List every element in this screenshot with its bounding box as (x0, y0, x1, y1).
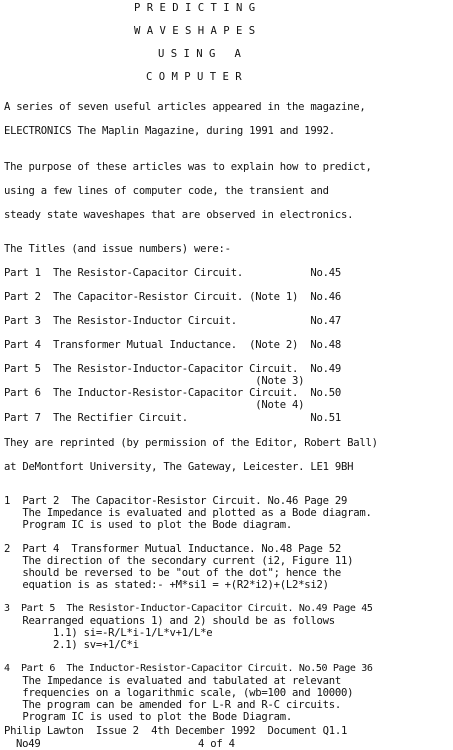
note-3-line-1: 3 Part 5 The Resistor-Inductor-Capacitor Circuit. No.49 Page 45 (4, 603, 373, 614)
purpose-line-2: using a few lines of computer code, the transient and (4, 185, 329, 197)
note-3-line-3: 1.1) si=-R/L*i-1/L*v+1/L*e (4, 627, 213, 639)
title-line-1: P R E D I C T I N G (134, 2, 256, 14)
part-6: Part 6 The Inductor-Resistor-Capacitor Circuit. No.50 (4, 387, 342, 399)
note-2-line-3: should be reversed to be "out of the dot"; hence the (4, 567, 342, 579)
intro-line-2: ELECTRONICS The Maplin Magazine, during 1991 and 1992. (4, 125, 335, 137)
author-line: Philip Lawton Issue 2 4th December 1992 Document Q1.1 (4, 725, 348, 737)
titles-heading: The Titles (and issue numbers) were:- (4, 243, 231, 255)
reprint-line-1: They are reprinted (by permission of the Editor, Robert Ball) (4, 437, 378, 449)
note-4-line-5: Program IC is used to plot the Bode Diagram. (4, 711, 293, 723)
note-4-line-2: The Impedance is evaluated and tabulated at relevant (4, 675, 342, 687)
part-2: Part 2 The Capacitor-Resistor Circuit. (Note 1) No.46 (4, 291, 342, 303)
title-line-3: U S I N G A (158, 48, 241, 60)
part-7: Part 7 The Rectifier Circuit. No.51 (4, 412, 342, 424)
note-4-line-1: 4 Part 6 The Inductor-Resistor-Capacitor Circuit. No.50 Page 36 (4, 663, 373, 674)
part-3: Part 3 The Resistor-Inductor Circuit. No.47 (4, 315, 342, 327)
note-2-line-2: The direction of the secondary current (i2, Figure 11) (4, 555, 354, 567)
reprint-line-2: at DeMontfort University, The Gateway, Leicester. LE1 9BH (4, 461, 354, 473)
note-1-line-1: 1 Part 2 The Capacitor-Resistor Circuit. No.46 Page 29 (4, 495, 348, 507)
note-4-line-3: frequencies on a logarithmic scale, (wb=100 and 10000) (4, 687, 354, 699)
note-4-line-4: The program can be amended for L-R and R-C circuits. (4, 699, 342, 711)
note-3-line-4: 2.1) sv=+1/C*i (4, 639, 139, 651)
note-3-line-2: Rearranged equations 1) and 2) should be as follows (4, 615, 335, 627)
purpose-line-1: The purpose of these articles was to explain how to predict, (4, 161, 372, 173)
part-1: Part 1 The Resistor-Capacitor Circuit. No.45 (4, 267, 342, 279)
title-line-2: W A V E S H A P E S (134, 25, 256, 37)
page-number: 4 of 4 (198, 738, 235, 750)
note-1-line-3: Program IC is used to plot the Bode diagram. (4, 519, 293, 531)
part-5: Part 5 The Resistor-Inductor-Capacitor Circuit. No.49 (4, 363, 342, 375)
purpose-line-3: steady state waveshapes that are observed in electronics. (4, 209, 354, 221)
part-6-note: (Note 4) (4, 399, 305, 411)
intro-line-1: A series of seven useful articles appeared in the magazine, (4, 101, 366, 113)
part-5-note: (Note 3) (4, 375, 305, 387)
note-2-line-1: 2 Part 4 Transformer Mutual Inductance. No.48 Page 52 (4, 543, 342, 555)
title-line-4: C O M P U T E R (146, 71, 242, 83)
note-1-line-2: The Impedance is evaluated and plotted as a Bode diagram. (4, 507, 372, 519)
note-2-line-4: equation is as stated:- +M*si1 = +(R2*i2)+(L2*si2) (4, 579, 329, 591)
issue-number: No49 (16, 738, 41, 750)
part-4: Part 4 Transformer Mutual Inductance. (Note 2) No.48 (4, 339, 342, 351)
